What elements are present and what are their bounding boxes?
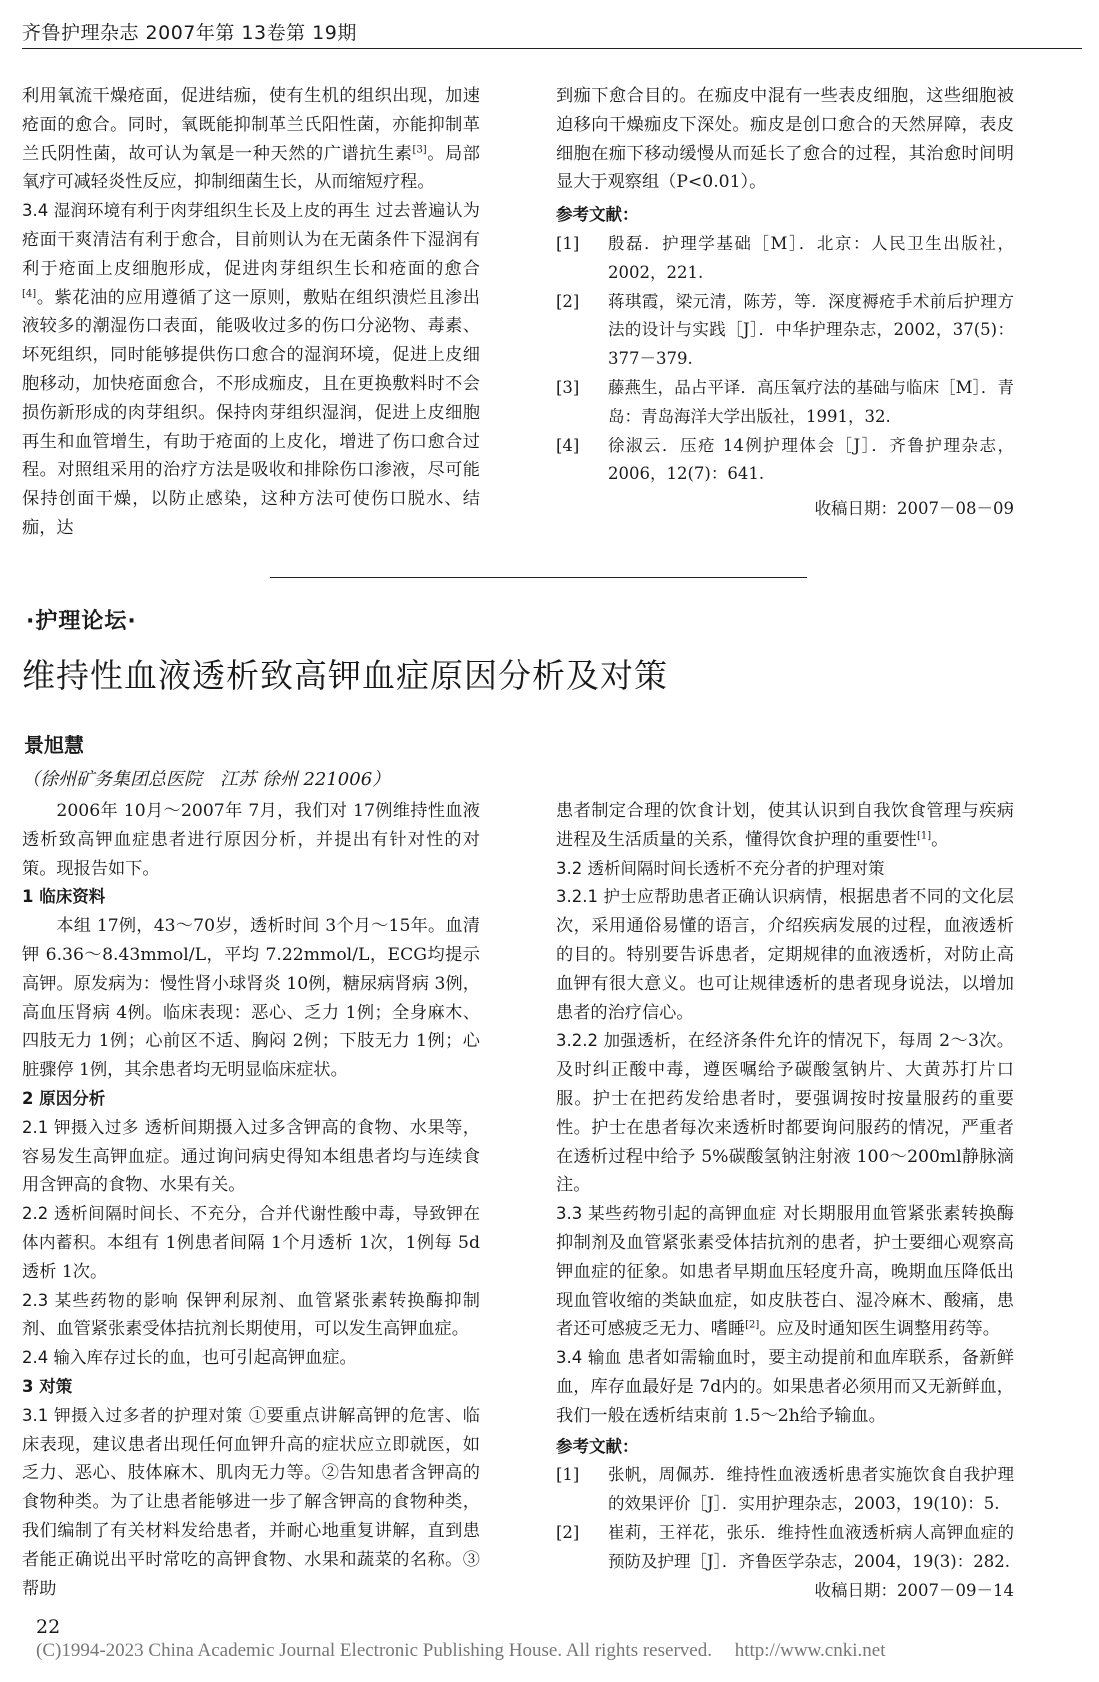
paragraph-text: 2006年 10月～2007年 7月，我们对 17例维持性血液透析致高钾血症患者进行原因分析，并提出有针对性的对策。现报告如下。 — [22, 801, 480, 879]
subsection-label: 3.1 钾摄入过多者的护理对策 — [22, 1405, 243, 1425]
subsection-paragraph — [556, 883, 1014, 1027]
reference-number: [2] — [556, 1522, 580, 1542]
citation-mark: [1] — [916, 830, 932, 842]
reference-number: [3] — [556, 377, 580, 397]
body-paragraph — [556, 797, 1014, 855]
reference-number: [1] — [556, 1465, 580, 1485]
subsection-paragraph — [22, 1402, 480, 1604]
section-heading: 1 临床资料 — [22, 887, 106, 907]
prev-article-right-paragraph: 到痂下愈合目的。在痂皮中混有一些表皮细胞，这些细胞被迫移向干燥痂皮下深处。痂皮是创口愈合的天然屏障，表皮细胞在痂下移动缓慢从而延长了愈合的过程，其治愈时间明显大于观察组（P<0.01）。 — [556, 86, 1014, 193]
reference-number: [1] — [556, 233, 580, 253]
paragraph-text: 透析间期摄入过多含钾高的食物、水果等，容易发生高钾血症。通过询问病史得知本组患者均与连续食用含钾高的食物、水果有关。 — [22, 1117, 480, 1196]
paragraph-text: 本组 17例，43～70岁，透析时间 3个月～15年。血清钾 6.36～8.43mmol/L，平均 7.22mmol/L，ECG均提示高钾。原发病为：慢性肾小球肾炎 10例，糖尿病肾病 3例，高血压肾病 4例。临床表现：恶心、乏力 1例；全身麻木、四肢无力 1例；心前区不适、胸闷 2例；下肢无力 1例；心脏骤停 1例，其余患者均无明显临床症状。 — [22, 916, 480, 1081]
references-list — [556, 230, 1014, 489]
paragraph-text: 。 — [931, 829, 949, 850]
body-paragraph — [22, 912, 480, 1085]
article-left-column — [22, 797, 480, 1603]
reference-item — [556, 374, 1014, 432]
subsection-paragraph — [556, 1344, 1014, 1430]
paragraph-text: 患者制定合理的饮食计划，使其认识到自我饮食管理与疾病进程及生活质量的关系，懂得饮食护理的重要性 — [556, 801, 1014, 850]
section-heading: 2 原因分析 — [22, 1088, 106, 1108]
subsection-label: 2.2 透析间隔时间长、不充分，合并代谢性酸中毒，导致钾在体内蓄积。 — [22, 1204, 480, 1252]
article-references-heading: 参考文献： — [556, 1436, 639, 1456]
subsection-paragraph — [556, 855, 1014, 884]
subsection-label: 3.2.2 加强透析， — [556, 1031, 688, 1051]
header-rule — [22, 48, 1082, 49]
subsection-label: 3.3 某些药物引起的高钾血症 — [556, 1204, 777, 1224]
paragraph-text: 也可引起高钾血症。 — [202, 1348, 357, 1369]
paragraph-text: 利用氧流干燥疮面，促进结痂，使有生机的组织出现，加速疮面的愈合。同时，氧既能抑制革兰氏阳性菌，亦能抑制革兰氏阴性菌，故可认为氧是一种天然的广谱抗生素 — [22, 86, 480, 164]
reference-text: 殷磊．护理学基础［M］．北京：人民卫生出版社，2002，221. — [608, 233, 1014, 282]
prev-article-left-column — [22, 82, 480, 543]
reference-number: [2] — [556, 291, 580, 311]
prev-article-right-column — [556, 82, 1014, 524]
section-heading: 3 对策 — [22, 1376, 73, 1396]
copyright-text: (C)1994-2023 China Academic Journal Electronic Publishing House. All rights reserved. — [36, 1640, 712, 1661]
received-date: 收稿日期：2007－08－09 — [814, 499, 1014, 519]
paragraph-text: 根据患者不同的文化层次，采用通俗易懂的语言，介绍疾病发展的过程，血液透析的目的。特别要告诉患者，定期规律的血液透析，对防止高血钾有很大意义。也可让规律透析的患者现身说法，以增加患者的治疗信心。 — [556, 887, 1014, 1023]
reference-text: 徐淑云．压疮 14例护理体会［J］．齐鲁护理杂志，2006，12(7)：641. — [608, 435, 1014, 484]
subsection-paragraph — [22, 1344, 480, 1373]
paragraph-text: 。应及时通知医生调整用药等。 — [759, 1319, 1000, 1340]
reference-text: 张帆，周佩苏．维持性血液透析患者实施饮食自我护理的效果评价［J］．实用护理杂志，2003，19(10)：5. — [608, 1465, 1014, 1514]
paragraph-text: 保钾利尿剂、血管紧张素转换酶抑制剂、血管紧张素受体拮抗剂长期使用，可以发生高钾血症。 — [22, 1290, 480, 1340]
subsection-label: 3.2.1 护士应帮助患者正确认识病情， — [556, 887, 840, 907]
subsection-label: 3.4 输血 — [556, 1348, 622, 1368]
paragraph-text: ①要重点讲解高钾的危害、临床表现，建议患者出现任何血钾升高的症状应立即就医，如乏力、恶心、肢体麻木、肌肉无力等。②告知患者含钾高的食物种类。为了让患者能够进一步了解含钾高的食物种类，我们编制了有关材料发给患者，并耐心地重复讲解，直到患者能正确说出平时常吃的高钾食物、水果和蔬菜的名称。③帮助 — [22, 1405, 480, 1599]
section-label: ·护理论坛· — [26, 609, 137, 634]
references-heading: 参考文献： — [556, 205, 639, 225]
reference-item — [556, 1519, 1014, 1577]
article-right-column — [556, 797, 1014, 1605]
journal-header — [22, 18, 357, 45]
subsection-paragraph — [556, 1027, 1014, 1200]
subsection-label: 2.3 某些药物的影响 — [22, 1290, 180, 1310]
copyright-footer — [36, 1640, 1076, 1662]
reference-item — [556, 1461, 1014, 1519]
subsection-label: 2.1 钾摄入过多 — [22, 1117, 139, 1137]
article-received-date: 收稿日期：2007－09－14 — [814, 1580, 1014, 1600]
reference-item — [556, 432, 1014, 490]
subsection-paragraph — [22, 1287, 480, 1345]
reference-text: 崔莉，王祥花，张乐．维持性血液透析病人高钾血症的预防及护理［J］．齐鲁医学杂志，2004，19(3)：282. — [608, 1522, 1014, 1571]
subsection-paragraph — [556, 1200, 1014, 1344]
subsection-label: 3.4 湿润环境有利于肉芽组织生长及上皮的再生 — [22, 201, 371, 221]
article-separator — [270, 577, 807, 578]
reference-item — [556, 230, 1014, 288]
article-affiliation: （徐州矿务集团总医院 江苏 徐州 221006） — [22, 769, 391, 790]
paragraph-text: 。紫花油的应用遵循了这一原则，敷贴在组织溃烂且渗出液较多的潮湿伤口表面，能吸收过多的伤口分泌物、毒素、坏死组织，同时能够提供伤口愈合的湿润环境，促进上皮细胞移动，加快疮面愈合，不形成痂皮，且在更换敷料时不会损伤新形成的肉芽组织。保持肉芽组织湿润，促进上皮细胞再生和血管增生，有助于疮面的上皮化，增进了伤口愈合过程。对照组采用的治疗方法是吸收和排除伤口渗液，尽可能保持创面干燥，以防止感染，这种方法可使伤口脱水、结痂，达 — [22, 287, 480, 538]
paragraph-text: 对长期服用血管紧张素转换酶抑制剂及血管紧张素受体拮抗剂的患者，护士要细心观察高钾血症的征象。如患者早期血压轻度升高，晚期血压降低出现血管收缩的类缺血症，如皮肤苍白、湿冷麻木、酸痛，患者还可感疲乏无力、嗜睡 — [556, 1204, 1014, 1340]
subsection-label: 3.2 透析间隔时间长透析不充分者的护理对策 — [556, 858, 885, 878]
article-author: 景旭慧 — [24, 733, 84, 757]
subsection-paragraph — [22, 1114, 480, 1200]
paragraph-text: 在经济条件允许的情况下，每周 2～3次。及时纠正酸中毒，遵医嘱给予碳酸氢钠片、大黄苏打片口服。护士在把药发给患者时，要强调按时按量服药的重要性。护士在患者每次来透析时都要询问服药的情况，严重者在透析过程中给予 5%碳酸氢钠注射液 100～200ml静脉滴注。 — [556, 1031, 1014, 1196]
article-right-body — [556, 797, 1014, 1431]
paragraph-text: 患者如需输血时，要主动提前和血库联系，备新鲜血，库存血最好是 7d内的。如果患者必须用而又无新鲜血，我们一般在透析结束前 1.5～2h给予输血。 — [556, 1348, 1014, 1426]
article-title: 维持性血液透析致高钾血症原因分析及对策 — [22, 656, 668, 695]
reference-number: [4] — [556, 435, 580, 455]
journal-header-text: 齐鲁护理杂志 2007年第 13卷第 19期 — [22, 22, 357, 44]
citation-mark: [2] — [745, 1319, 760, 1331]
paragraph-text: 过去普遍认为疮面干爽清洁有利于愈合，目前则认为在无菌条件下湿润有利于疮面上皮细胞形成，促进肉芽组织生长和疮面的愈合 — [22, 201, 480, 279]
body-paragraph — [22, 82, 480, 197]
paragraph-text: 本组有 1例患者间隔 1个月透析 1次，1例每 5d透析 1次。 — [22, 1232, 480, 1282]
cnki-link[interactable]: http://www.cnki.net — [734, 1640, 886, 1661]
page-number: 22 — [36, 1616, 61, 1638]
reference-text: 蒋琪霞，梁元清，陈芳，等．深度褥疮手术前后护理方法的设计与实践［J］．中华护理杂志，2002，37(5)：377－379. — [608, 291, 1014, 369]
subsection-paragraph — [22, 197, 480, 543]
body-paragraph — [22, 797, 480, 883]
citation-mark: [3] — [412, 143, 427, 155]
subsection-label: 2.4 输入库存过长的血， — [22, 1348, 202, 1368]
article-references-list — [556, 1461, 1014, 1576]
reference-text: 藤燕生，品占平译．高压氧疗法的基础与临床［M］．青岛：青岛海洋大学出版社，1991，32. — [608, 377, 1014, 426]
subsection-paragraph — [22, 1200, 480, 1286]
citation-mark: [4] — [22, 287, 37, 299]
paragraph-text: 。局部氧疗可减轻炎性反应，抑制细菌生长，从而缩短疗程。 — [22, 143, 480, 193]
reference-item — [556, 288, 1014, 374]
